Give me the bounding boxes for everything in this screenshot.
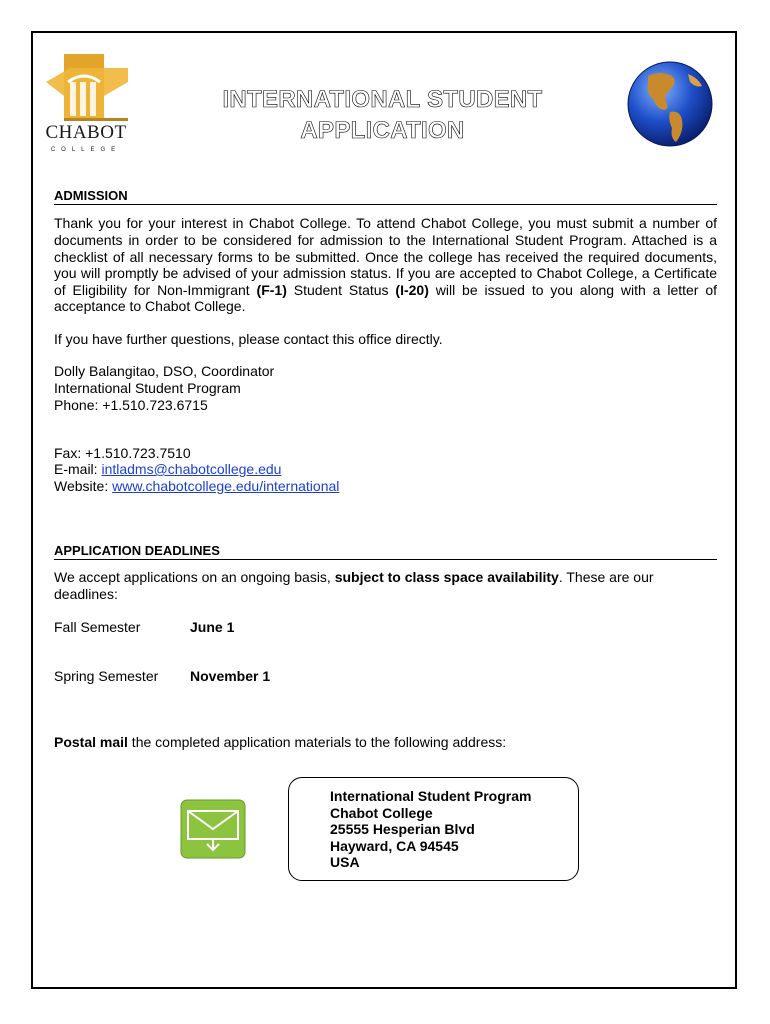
page-title [150, 84, 615, 146]
admission-intro-line-1: Thank you for your interest in Chabot College. To attend Chabot College, you must submit a number of [54, 215, 717, 231]
i20-form: (I-20) [395, 282, 429, 298]
contact-website-line [54, 478, 717, 495]
mail-instruction [54, 734, 717, 751]
contact-name: Dolly Balangitao, DSO, Coordinator [54, 363, 275, 379]
mail-instruction-bold: Postal mail [54, 734, 128, 750]
address-line-1: International Student Program [330, 788, 532, 804]
logo-wordmark: CHABOT [45, 122, 127, 143]
deadlines-intro-b: . These are our [558, 569, 654, 585]
deadlines-intro-line-2: deadlines: [54, 586, 118, 602]
mail-instruction-rest: the completed application materials to the following address: [127, 734, 507, 750]
contact-program: International Student Program [54, 380, 241, 396]
line5-text-c: will be issued to you along with a letter of [428, 282, 718, 298]
admission-intro-line-5 [54, 282, 717, 299]
admission-intro-line-3: checklist of all necessary forms to be submitted. Once the college has received the required documents, [54, 249, 717, 265]
deadlines-intro-bold: subject to class space availability [334, 569, 559, 585]
email-link[interactable]: intladms@chabotcollege.edu [101, 461, 282, 477]
deadlines-intro-a: We accept applications on an ongoing basis, [54, 569, 335, 585]
title-line-1: INTERNATIONAL STUDENT [222, 86, 543, 113]
f1-status: (F-1) [256, 282, 287, 298]
mailing-address-box [288, 777, 579, 881]
admission-intro-line-6: acceptance to Chabot College. [54, 298, 246, 314]
line5-text-b: Student Status [286, 282, 396, 298]
deadline-label: Spring Semester [54, 668, 159, 684]
deadline-row-fall [54, 619, 235, 635]
admission-heading: ADMISSION [54, 188, 717, 205]
deadline-value: June 1 [190, 619, 235, 635]
deadlines-heading: APPLICATION DEADLINES [54, 543, 717, 560]
address-line-3: 25555 Hesperian Blvd [330, 821, 475, 837]
title-line-2: APPLICATION [300, 117, 465, 144]
email-label: E-mail: [54, 461, 102, 477]
contact-email-line [54, 461, 717, 478]
deadline-row-spring [54, 668, 271, 684]
questions-text: If you have further questions, please contact this office directly. [54, 331, 443, 347]
line5-text-a: of Eligibility for Non-Immigrant [54, 282, 257, 298]
deadlines-intro-line-1 [54, 569, 717, 586]
contact-fax: Fax: +1.510.723.7510 [54, 445, 191, 461]
website-link[interactable]: www.chabotcollege.edu/international [112, 478, 340, 494]
address-line-4: Hayward, CA 94545 [330, 837, 459, 854]
contact-phone: Phone: +1.510.723.6715 [54, 397, 208, 413]
deadline-label: Fall Semester [54, 619, 141, 635]
deadline-value: November 1 [190, 668, 271, 684]
chabot-college-logo [40, 52, 132, 158]
address-line-5: USA [330, 854, 360, 870]
admission-intro-line-2: documents in order to be considered for admission to the International Student Program. Attached is a [54, 232, 717, 248]
website-label: Website: [54, 478, 113, 494]
logo-subtext: COLLEGE [50, 147, 122, 153]
logo-building-icon [40, 52, 132, 122]
globe-icon [626, 60, 714, 148]
address-line-2: Chabot College [330, 804, 433, 821]
admission-intro-line-4: you will promptly be advised of your admission status. If you are accepted to Chabot College, a Certificate [54, 265, 717, 281]
mail-envelope-icon [180, 799, 246, 859]
